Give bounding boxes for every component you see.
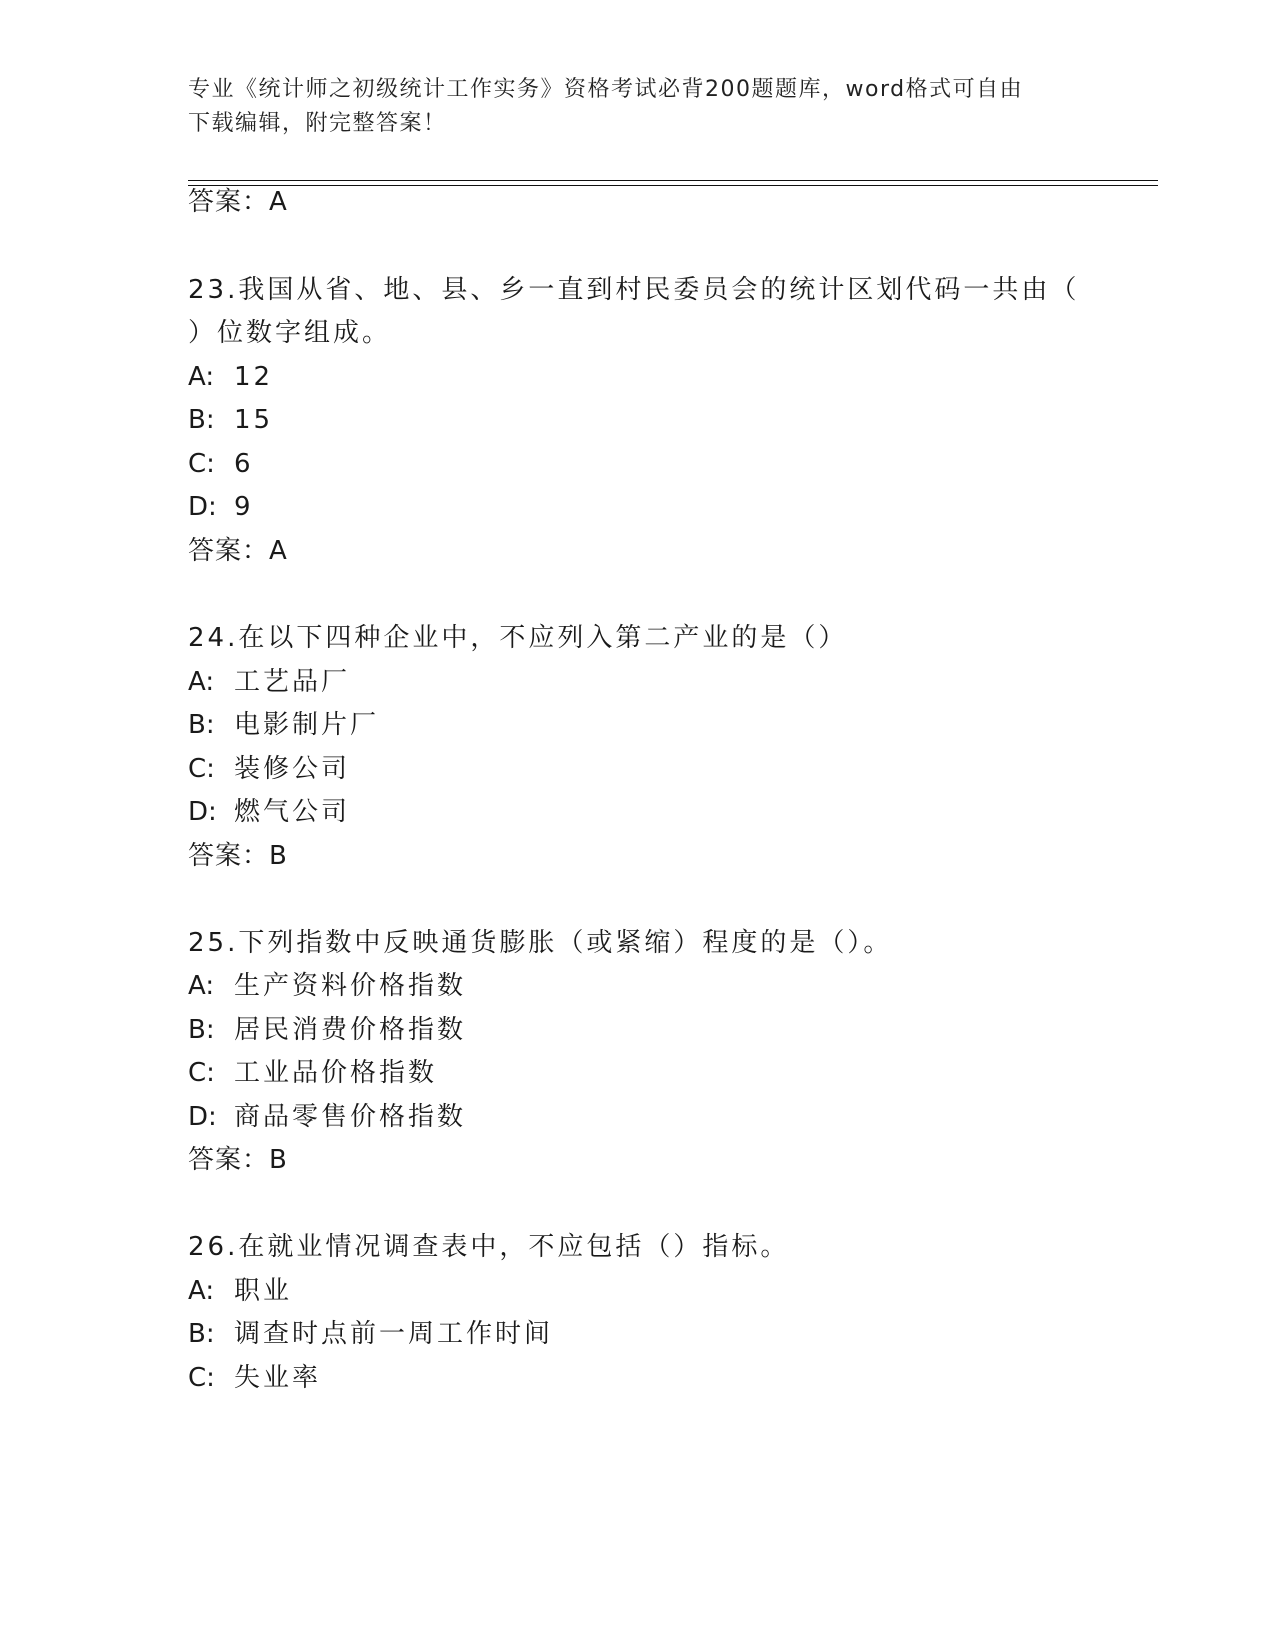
- option-label: B:: [188, 405, 215, 435]
- question-23-option-b: [188, 403, 273, 437]
- option-text: 调查时点前一周工作时间: [234, 1319, 554, 1349]
- option-label: A:: [188, 971, 215, 1001]
- header-line-2: 下载编辑，附完整答案！: [188, 111, 447, 136]
- question-23-option-c: [188, 447, 254, 481]
- question-23-stem-line-2: ）位数字组成。: [188, 318, 392, 348]
- question-24-option-d: [188, 795, 350, 829]
- question-23-answer: 答案：A: [188, 536, 288, 566]
- question-24-answer: 答案：B: [188, 841, 288, 871]
- option-label: B:: [188, 710, 215, 740]
- option-text: 15: [234, 405, 274, 435]
- option-label: C:: [188, 1363, 215, 1393]
- option-text: 生产资料价格指数: [234, 971, 467, 1001]
- header-rule-bottom: [188, 185, 1158, 186]
- question-24-option-a: [188, 665, 350, 699]
- option-text: 职业: [234, 1276, 293, 1306]
- document-header: [188, 73, 1088, 141]
- question-26-option-c: [188, 1361, 321, 1395]
- question-24-option-c: [188, 752, 350, 786]
- question-24-option-b: [188, 708, 379, 742]
- option-label: B:: [188, 1319, 215, 1349]
- question-25-option-d: [188, 1100, 466, 1134]
- option-text: 6: [234, 449, 254, 479]
- question-25-answer: 答案：B: [188, 1145, 288, 1175]
- question-25-option-a: [188, 969, 466, 1003]
- option-label: D:: [188, 797, 217, 827]
- option-label: C:: [188, 1058, 215, 1088]
- option-text: 工业品价格指数: [234, 1058, 438, 1088]
- question-26-option-a: [188, 1274, 292, 1308]
- option-text: 电影制片厂: [234, 710, 380, 740]
- question-25-stem: 25.下列指数中反映通货膨胀（或紧缩）程度的是（）。: [188, 928, 893, 958]
- header-rule-top: [188, 180, 1158, 181]
- option-text: 商品零售价格指数: [234, 1102, 467, 1132]
- question-23-stem-line-1: 23.我国从省、地、县、乡一直到村民委员会的统计区划代码一共由（: [188, 275, 1080, 305]
- option-label: A:: [188, 667, 215, 697]
- question-26-stem: 26.在就业情况调查表中，不应包括（）指标。: [188, 1232, 790, 1262]
- option-text: 12: [234, 362, 274, 392]
- previous-answer: 答案：A: [188, 187, 288, 217]
- header-line-1: 专业《统计师之初级统计工作实务》资格考试必背200题题库，word格式可自由: [188, 77, 1024, 102]
- option-label: C:: [188, 449, 215, 479]
- option-label: D:: [188, 492, 217, 522]
- option-text: 9: [234, 492, 254, 522]
- option-text: 工艺品厂: [234, 667, 351, 697]
- option-label: C:: [188, 754, 215, 784]
- option-label: A:: [188, 1276, 215, 1306]
- question-26-option-b: [188, 1317, 553, 1351]
- option-text: 失业率: [234, 1363, 322, 1393]
- option-label: B:: [188, 1015, 215, 1045]
- question-25-option-c: [188, 1056, 437, 1090]
- question-23-option-a: [188, 360, 273, 394]
- option-text: 燃气公司: [234, 797, 351, 827]
- option-text: 居民消费价格指数: [234, 1015, 467, 1045]
- question-23-option-d: [188, 490, 254, 524]
- question-24-stem: 24.在以下四种企业中，不应列入第二产业的是（）: [188, 623, 848, 653]
- option-text: 装修公司: [234, 754, 351, 784]
- question-25-option-b: [188, 1013, 466, 1047]
- option-label: A:: [188, 362, 215, 392]
- option-label: D:: [188, 1102, 217, 1132]
